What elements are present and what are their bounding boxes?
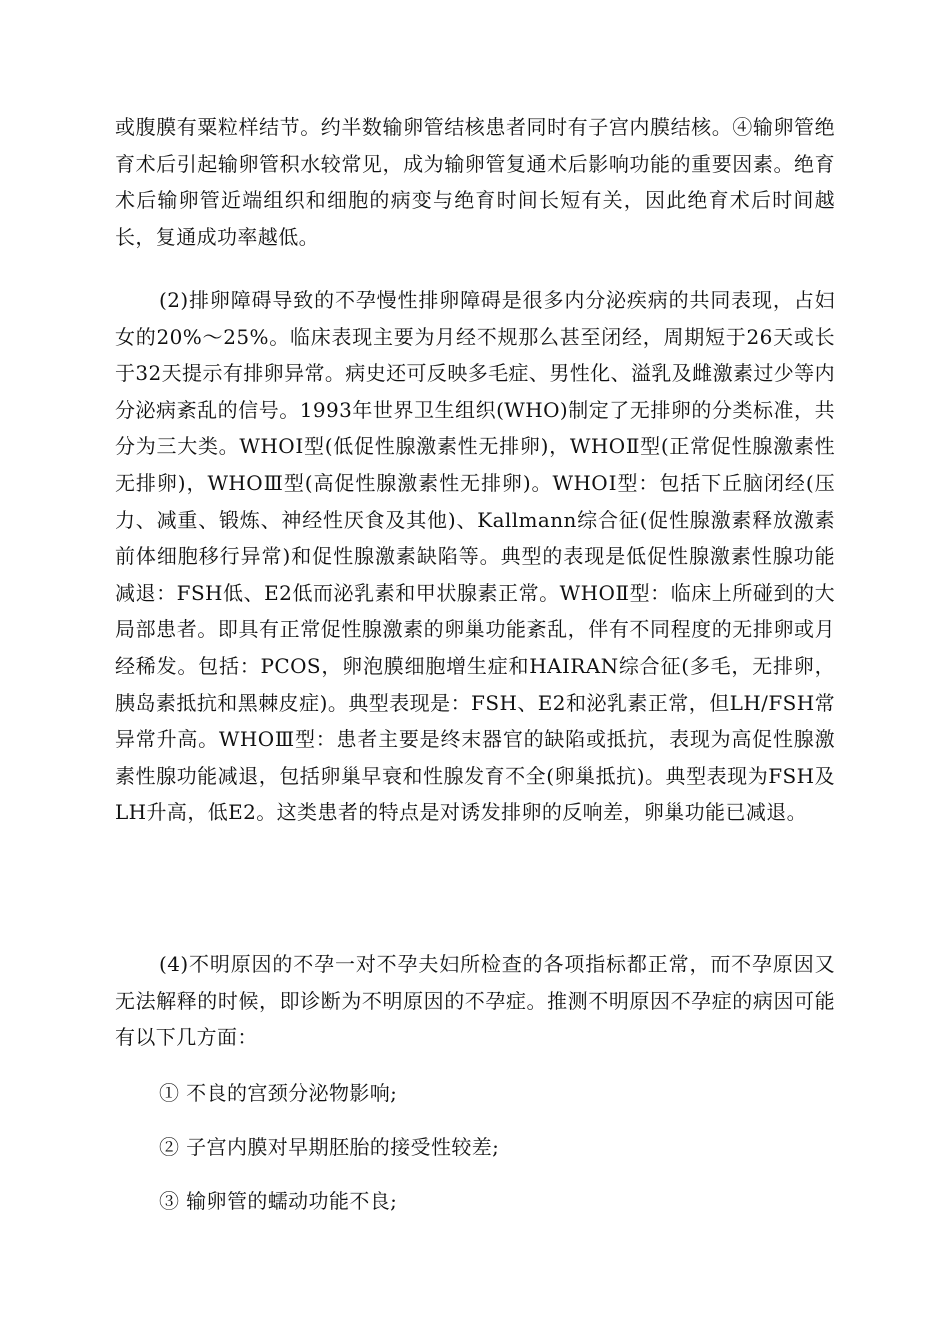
paragraph-unexplained-infertility: (4)不明原因的不孕一对不孕夫妇所检查的各项指标都正常，而不孕原因又无法解释的时候，即诊断为不明原因的不孕症。推测不明原因不孕症的病因可能有以下几方面： <box>115 952 835 1050</box>
paragraph-ovulation-disorder: (2)排卵障碍导致的不孕慢性排卵障碍是很多内分泌疾病的共同表现，占妇女的20%～25%。临床表现主要为月经不规那么甚至闭经，周期短于26天或长于32天提示有排卵异常。病史还可反映多毛症、男性化、溢乳及雌激素过少等内分泌病紊乱的信号。1993年世界卫生组织(WHO)制定了无排卵的分类标准，共分为三大类。WHOⅠ型(低促性腺激素性无排卵)，WHOⅡ型(正常促性腺激素性无排卵)，WHOⅢ型(高促性腺激素性无排卵)。WHOⅠ型：包括下丘脑闭经(压力、减重、锻炼、神经性厌食及其他)、Kallmann综合征(促性腺激素释放激素前体细胞移行异常)和促性腺激素缺陷等。典型的表现是低促性腺激素性腺功能减退：FSH低、E2低而泌乳素和甲状腺素正常。WHOⅡ型：临床上所碰到的大局部患者。即具有正常促性腺激素的卵巢功能紊乱，伴有不同程度的无排卵或月经稀发。包括：PCOS，卵泡膜细胞增生症和HAIRAN综合征(多毛，无排卵，胰岛素抵抗和黑棘皮症)。典型表现是：FSH、E2和泌乳素正常，但LH/FSH常异常升高。WHOⅢ型：患者主要是终末器官的缺陷或抵抗，表现为高促性腺激素性腺功能减退，包括卵巢早衰和性腺发育不全(卵巢抵抗)。典型表现为FSH及LH升高，低E2。这类患者的特点是对诱发排卵的反响差，卵巢功能已减退。 <box>115 288 835 825</box>
paragraph-tuberculosis-continuation: 或腹膜有粟粒样结节。约半数输卵管结核患者同时有子宫内膜结核。④输卵管绝育术后引起输卵管积水较常见，成为输卵管复通术后影响功能的重要因素。绝育术后输卵管近端组织和细胞的病变与绝育时间长短有关，因此绝育术后时间越长，复通成功率越低。 <box>115 115 835 249</box>
list-item-cervical-secretion: ① 不良的宫颈分泌物影响; <box>159 1081 398 1105</box>
list-item-endometrial-receptivity: ② 子宫内膜对早期胚胎的接受性较差; <box>159 1135 500 1159</box>
list-item-tubal-peristalsis: ③ 输卵管的蠕动功能不良; <box>159 1189 398 1213</box>
